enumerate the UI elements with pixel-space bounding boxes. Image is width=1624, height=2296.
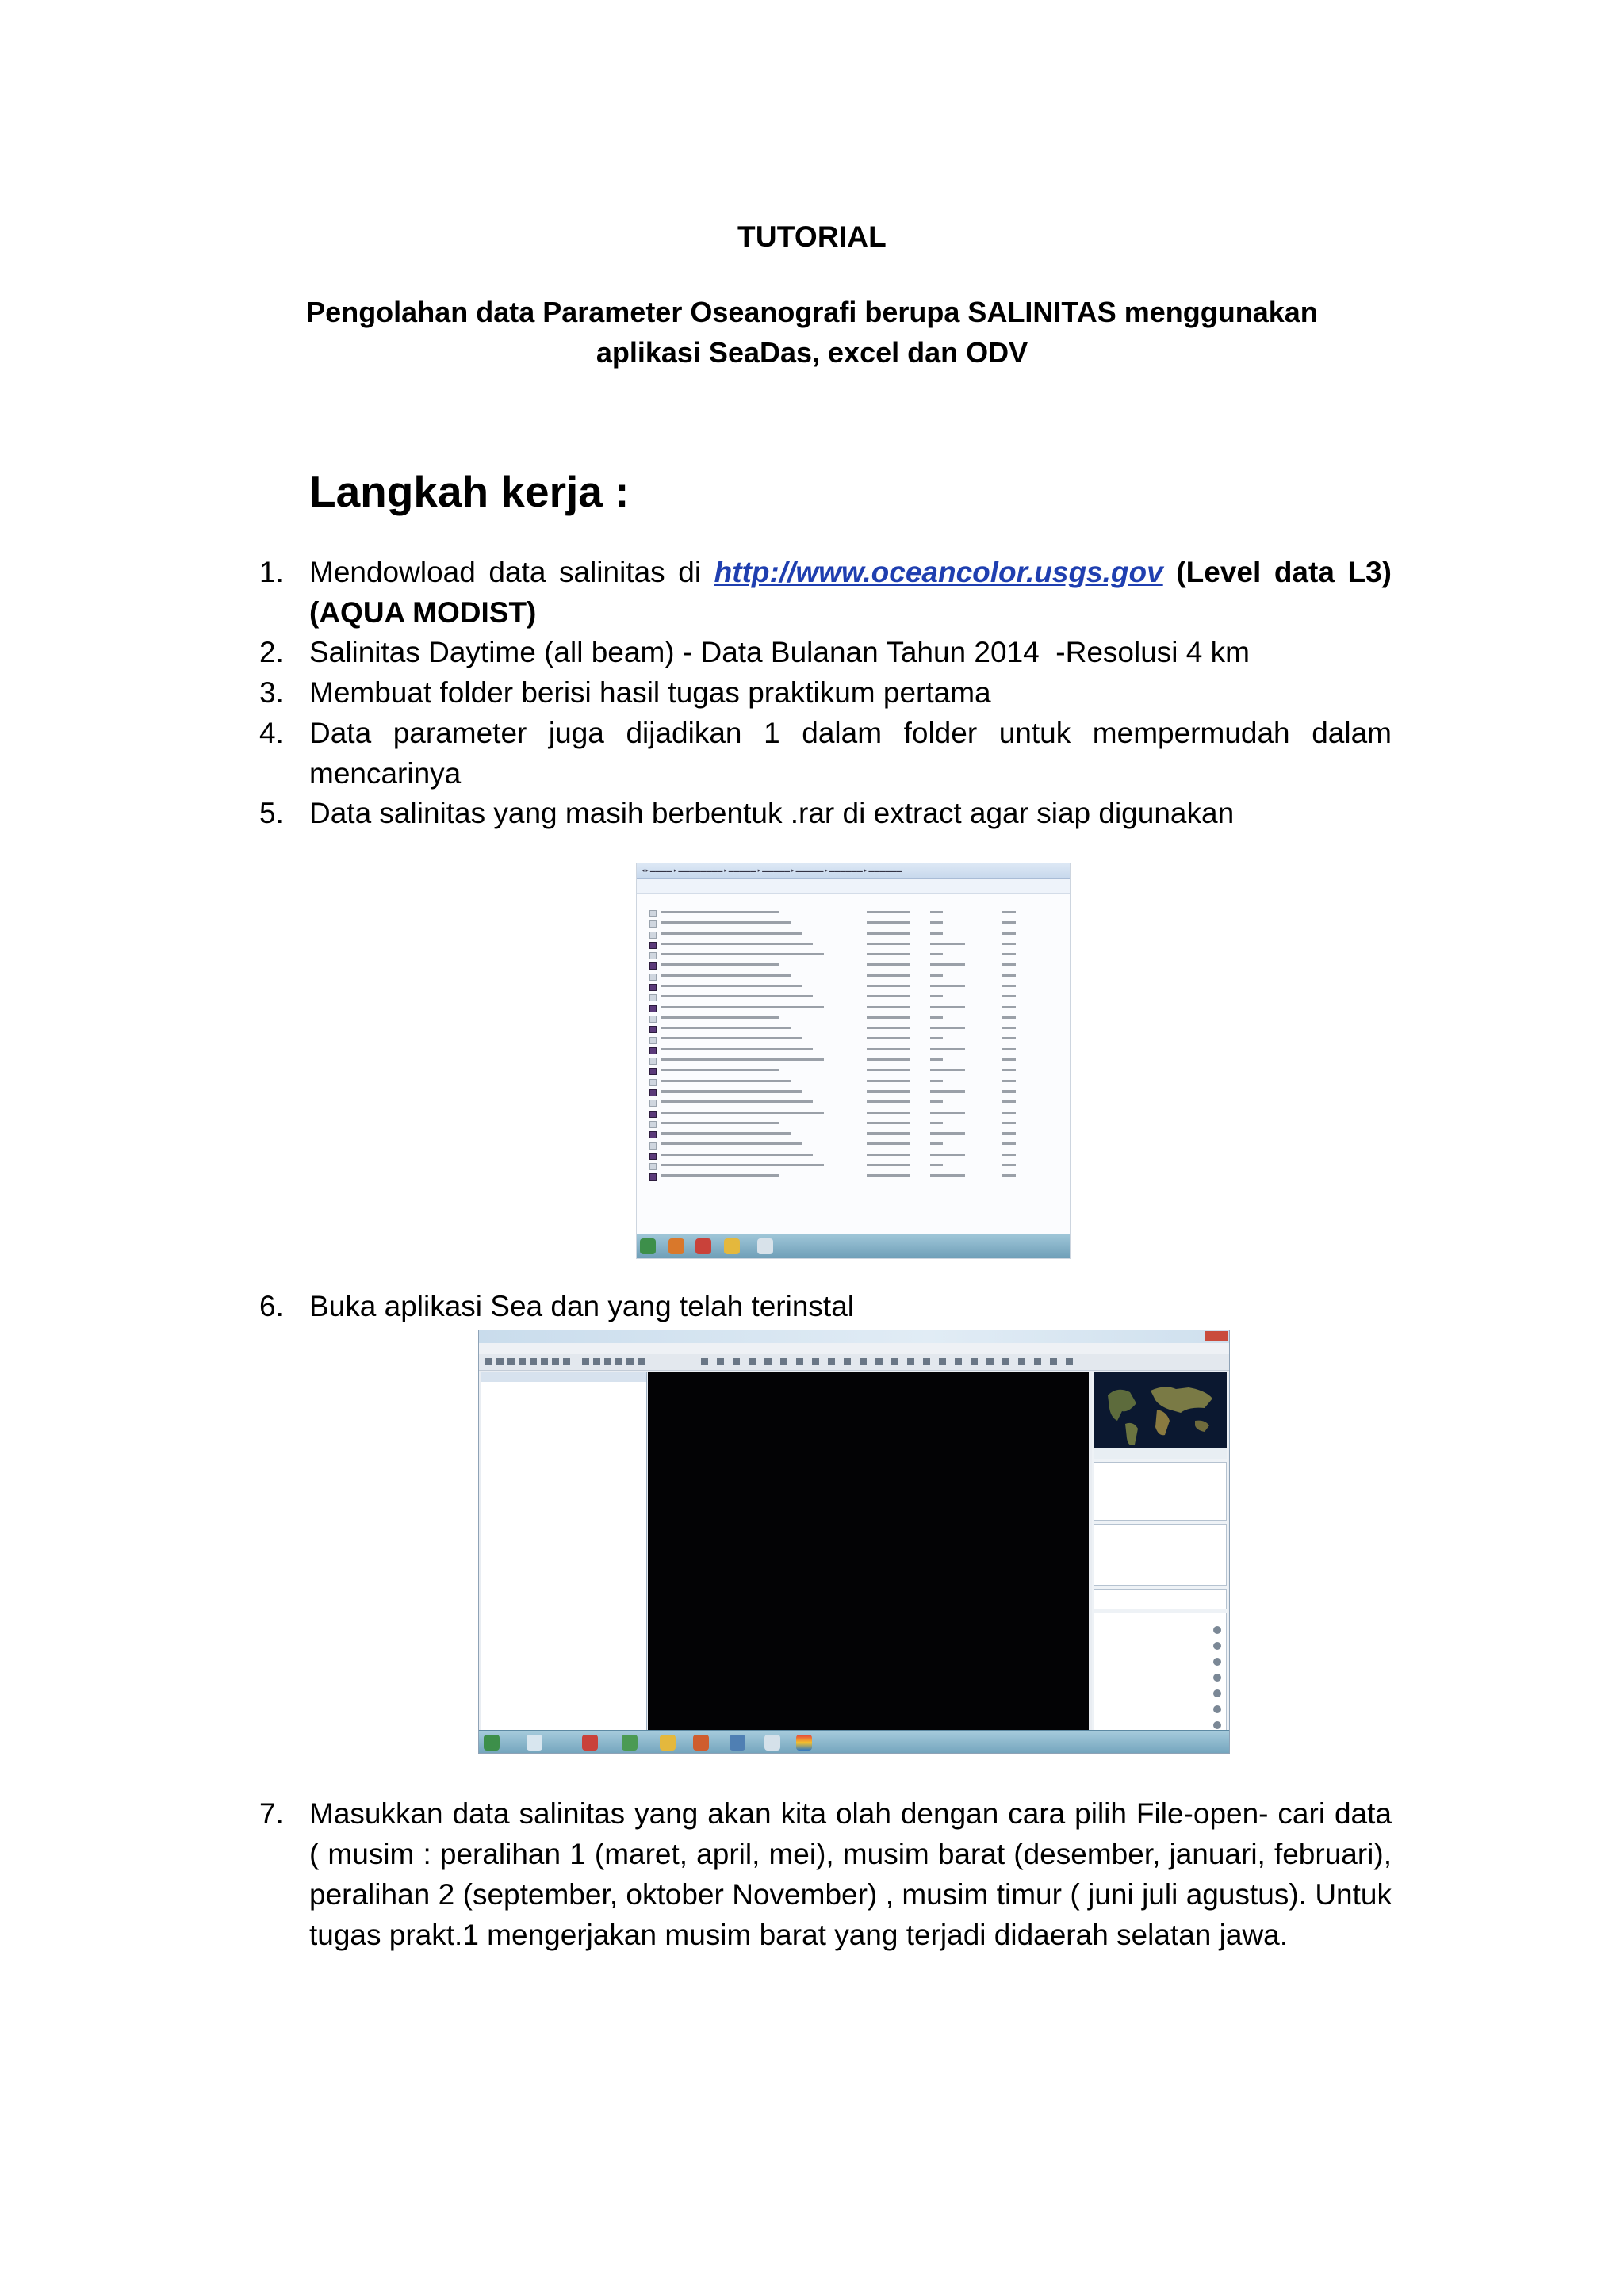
step-number: 5.	[259, 797, 284, 829]
document-subtitle	[238, 292, 1386, 373]
tool-icon	[615, 1358, 622, 1365]
file-cell	[1002, 1013, 1033, 1024]
file-cell	[930, 950, 994, 960]
file-cell	[661, 1035, 867, 1045]
step-6	[259, 1286, 1392, 1326]
tool-icon	[796, 1358, 803, 1365]
file-cell	[867, 1108, 930, 1119]
file-row	[637, 1171, 1070, 1181]
browser-icon	[693, 1735, 709, 1751]
world-view-block	[1094, 1524, 1227, 1586]
tool-icon	[733, 1358, 740, 1365]
file-cell	[867, 1035, 930, 1045]
tool-icon	[891, 1358, 898, 1365]
file-row	[637, 1045, 1070, 1055]
file-cell	[930, 992, 994, 1002]
file-cell	[930, 1129, 994, 1139]
tool-icon	[604, 1358, 611, 1365]
file-cell	[867, 1171, 930, 1181]
file-row	[637, 1129, 1070, 1139]
file-cell	[661, 1013, 867, 1024]
step-7	[259, 1793, 1392, 1955]
step-1	[259, 552, 1392, 633]
media-icon	[582, 1735, 598, 1751]
rar-file-icon	[649, 1153, 657, 1160]
file-icon	[649, 1163, 657, 1170]
file-cell	[1002, 1024, 1033, 1034]
file-row	[637, 1035, 1070, 1045]
tool-icon	[955, 1358, 962, 1365]
file-cell	[867, 908, 930, 918]
file-cell	[661, 1108, 867, 1119]
tool-icon	[812, 1358, 819, 1365]
tool-icon	[496, 1358, 504, 1365]
step-text: Data salinitas yang masih berbentuk .rar di extract agar siap digunakan	[309, 797, 1235, 829]
file-cell	[930, 1087, 994, 1097]
file-cell	[867, 1150, 930, 1161]
file-icon	[649, 1058, 657, 1065]
file-cell	[930, 971, 994, 982]
folder-icon	[660, 1735, 676, 1751]
step-text: Masukkan data salinitas yang akan kita olah dengan cara pilih File-open- cari data ( musim : peralihan 1 (maret, april, mei), musim barat (desember, januari, februari), peralihan 2 (september, oktober November) , musim timur ( juni juli agustus). Untuk tugas prakt.1 mengerjakan musim barat yang terjadi didaerah selatan jawa.	[309, 1797, 1392, 1951]
explorer-file-list	[637, 908, 1070, 1182]
world-map-thumbnail	[1094, 1372, 1227, 1459]
file-icon	[649, 920, 657, 928]
tool-icon	[638, 1358, 645, 1365]
file-icon	[649, 932, 657, 939]
tool-icon	[552, 1358, 559, 1365]
file-cell	[661, 950, 867, 960]
file-cell	[867, 1013, 930, 1024]
file-cell	[867, 929, 930, 939]
file-cell	[661, 918, 867, 928]
file-cell	[1002, 1108, 1033, 1119]
file-cell	[1002, 1119, 1033, 1129]
file-cell	[661, 982, 867, 992]
file-icon	[649, 994, 657, 1001]
explorer-taskbar	[637, 1234, 1070, 1258]
file-row	[637, 960, 1070, 970]
excel-icon	[622, 1735, 638, 1751]
rar-file-icon	[649, 1173, 657, 1181]
file-explorer-screenshot	[636, 863, 1071, 1259]
layer-editor-block	[1094, 1462, 1227, 1521]
file-cell	[930, 1077, 994, 1087]
file-cell	[930, 1161, 994, 1171]
file-cell	[867, 1045, 930, 1055]
tool-icon	[860, 1358, 867, 1365]
pan-icon	[1213, 1721, 1221, 1729]
panel-header	[481, 1372, 646, 1382]
file-cell	[1002, 1035, 1033, 1045]
file-row	[637, 1077, 1070, 1087]
close-icon	[1205, 1331, 1228, 1341]
file-row	[637, 1097, 1070, 1108]
tool-icon	[593, 1358, 600, 1365]
file-cell	[930, 1055, 994, 1066]
file-icon	[649, 1121, 657, 1128]
tool-icon	[1002, 1358, 1009, 1365]
file-cell	[661, 1055, 867, 1066]
step-number: 1.	[259, 556, 284, 588]
tool-icon	[541, 1358, 548, 1365]
zoom-fit-icon	[1213, 1658, 1221, 1666]
file-cell	[867, 1140, 930, 1150]
tool-icon	[701, 1358, 708, 1365]
file-cell	[930, 1024, 994, 1034]
file-cell	[1002, 918, 1033, 928]
file-icon	[649, 1016, 657, 1023]
document-title: TUTORIAL	[737, 220, 887, 253]
subtitle-line-2: aplikasi SeaDas, excel dan ODV	[596, 336, 1028, 369]
zoom-out-icon	[1213, 1642, 1221, 1650]
rar-file-icon	[649, 984, 657, 991]
file-row	[637, 982, 1070, 992]
step-number: 6.	[259, 1290, 284, 1322]
step-text: Buka aplikasi Sea dan yang telah terinstal	[309, 1290, 854, 1322]
subtitle-line-1: Pengolahan data Parameter Oseanografi berupa SALINITAS menggunakan	[306, 296, 1318, 328]
tool-icon	[485, 1358, 492, 1365]
step-4	[259, 713, 1392, 794]
seadas-task-icon	[764, 1735, 780, 1751]
file-icon	[649, 952, 657, 959]
word-icon	[730, 1735, 745, 1751]
file-row	[637, 908, 1070, 918]
file-cell	[867, 1161, 930, 1171]
file-icon	[649, 1079, 657, 1086]
world-map-graphic	[1094, 1372, 1227, 1459]
tool-icon	[764, 1358, 772, 1365]
media-icon	[668, 1238, 684, 1254]
paint-icon	[796, 1735, 812, 1751]
folder-icon	[724, 1238, 740, 1254]
rar-file-icon	[649, 1111, 657, 1118]
file-row	[637, 992, 1070, 1002]
start-icon	[484, 1735, 500, 1751]
file-row	[637, 1003, 1070, 1013]
rar-file-icon	[649, 1089, 657, 1096]
file-icon	[649, 1142, 657, 1150]
file-icon	[649, 1037, 657, 1044]
tool-icon	[939, 1358, 946, 1365]
file-cell	[930, 1108, 994, 1119]
file-cell	[1002, 939, 1033, 950]
file-cell	[1002, 1129, 1033, 1139]
file-cell	[1002, 1045, 1033, 1055]
tool-icon	[1050, 1358, 1057, 1365]
file-cell	[661, 1097, 867, 1108]
file-row	[637, 918, 1070, 928]
file-cell	[867, 1087, 930, 1097]
step-5	[259, 793, 1392, 833]
tool-icon	[717, 1358, 724, 1365]
file-cell	[867, 982, 930, 992]
file-cell	[930, 939, 994, 950]
rar-file-icon	[649, 962, 657, 970]
view-controls-block	[1094, 1589, 1227, 1609]
file-cell	[1002, 1055, 1033, 1066]
file-cell	[930, 960, 994, 970]
rar-file-icon	[649, 942, 657, 949]
file-cell	[661, 929, 867, 939]
step-text	[309, 552, 1392, 633]
file-cell	[867, 971, 930, 982]
file-cell	[930, 1150, 994, 1161]
file-cell	[867, 1055, 930, 1066]
file-row	[637, 971, 1070, 982]
tool-icon	[508, 1358, 515, 1365]
file-cell	[867, 1097, 930, 1108]
file-cell	[930, 929, 994, 939]
file-cell	[867, 1024, 930, 1034]
rar-file-icon	[649, 1047, 657, 1054]
file-row	[637, 1108, 1070, 1119]
file-cell	[661, 908, 867, 918]
file-cell	[930, 1140, 994, 1150]
file-cell	[661, 1066, 867, 1076]
file-cell	[1002, 960, 1033, 970]
seadas-taskbar	[479, 1730, 1229, 1753]
file-cell	[661, 1129, 867, 1139]
tool-icon	[530, 1358, 537, 1365]
file-cell	[1002, 1161, 1033, 1171]
file-cell	[867, 992, 930, 1002]
file-icon	[649, 974, 657, 981]
file-icon	[649, 1100, 657, 1107]
step-number: 2.	[259, 636, 284, 668]
step-number: 3.	[259, 676, 284, 709]
explorer-column-header	[637, 895, 1070, 906]
file-cell	[930, 982, 994, 992]
seadas-menubar	[479, 1343, 1229, 1354]
explorer-address-bar: ◂ ▸ ▬▬▬▬ ▸ ▬▬▬▬▬▬▬▬ ▸ ▬▬▬▬▬ ▸ ▬▬▬▬▬ ▸ ▬▬▬▬▬ ▸ ▬▬▬▬▬▬ ▸ ▬▬▬▬▬▬	[637, 863, 1070, 879]
tool-icon	[844, 1358, 851, 1365]
step-text: Membuat folder berisi hasil tugas praktikum pertama	[309, 676, 991, 709]
file-cell	[1002, 1097, 1033, 1108]
file-cell	[661, 1003, 867, 1013]
step-text-before: Mendowload data salinitas di	[309, 556, 714, 588]
oceancolor-link[interactable]: http://www.oceancolor.usgs.gov	[714, 556, 1163, 588]
file-cell	[1002, 1077, 1033, 1087]
sync-views-icon	[1213, 1689, 1221, 1697]
file-cell	[661, 992, 867, 1002]
right-tool-panel	[1092, 1372, 1228, 1741]
section-heading: Langkah kerja :	[309, 467, 630, 516]
file-cell	[930, 1066, 994, 1076]
explorer-toolbar	[637, 879, 1070, 894]
tool-icon	[986, 1358, 994, 1365]
tool-icon	[971, 1358, 978, 1365]
file-cell	[1002, 1140, 1033, 1150]
file-cell	[930, 1003, 994, 1013]
tool-icon	[875, 1358, 883, 1365]
file-icon	[649, 910, 657, 917]
step-text-after: (Level data L3) (AQUA MODIST)	[309, 556, 1392, 629]
file-cell	[1002, 1003, 1033, 1013]
file-cell	[867, 1066, 930, 1076]
tool-icon	[923, 1358, 930, 1365]
tool-icon	[907, 1358, 914, 1365]
tool-icon	[1034, 1358, 1041, 1365]
file-cell	[661, 1161, 867, 1171]
file-cell	[930, 918, 994, 928]
zoom-in-icon	[1213, 1626, 1221, 1634]
file-cell	[661, 1171, 867, 1181]
start-icon	[640, 1238, 656, 1254]
file-row	[637, 1066, 1070, 1076]
rar-file-icon	[649, 1068, 657, 1075]
file-cell	[661, 1119, 867, 1129]
file-row	[637, 1119, 1070, 1129]
file-row	[637, 1150, 1070, 1161]
tool-icon	[519, 1358, 526, 1365]
file-cell	[930, 1119, 994, 1129]
rar-file-icon	[649, 1026, 657, 1033]
step-number: 7.	[259, 1797, 284, 1830]
file-row	[637, 1024, 1070, 1034]
file-cell	[1002, 1150, 1033, 1161]
file-cell	[930, 1035, 994, 1045]
file-cell	[867, 960, 930, 970]
file-row	[637, 950, 1070, 960]
tool-icon	[563, 1358, 570, 1365]
file-cell	[661, 1087, 867, 1097]
file-cell	[1002, 929, 1033, 939]
file-cell	[661, 960, 867, 970]
tool-icon	[582, 1358, 589, 1365]
file-cell	[867, 1003, 930, 1013]
file-cell	[661, 1140, 867, 1150]
product-explorer-panel	[481, 1372, 647, 1732]
image-canvas	[648, 1372, 1089, 1741]
navigation-block	[1094, 1613, 1227, 1741]
rar-file-icon	[649, 1005, 657, 1012]
file-cell	[867, 918, 930, 928]
file-cell	[867, 1129, 930, 1139]
tool-icon	[1018, 1358, 1025, 1365]
file-row	[637, 1013, 1070, 1024]
file-cell	[867, 939, 930, 950]
file-cell	[867, 950, 930, 960]
browser-icon	[695, 1238, 711, 1254]
step-number: 4.	[259, 717, 284, 749]
file-cell	[661, 971, 867, 982]
file-cell	[930, 1097, 994, 1108]
file-row	[637, 1087, 1070, 1097]
file-cell	[1002, 950, 1033, 960]
file-cell	[930, 1013, 994, 1024]
file-cell	[1002, 908, 1033, 918]
tool-icon	[1066, 1358, 1073, 1365]
file-cell	[1002, 1171, 1033, 1181]
step-3	[259, 672, 1392, 713]
sync-cursor-icon	[1213, 1705, 1221, 1713]
file-cell	[661, 1150, 867, 1161]
file-cell	[930, 1045, 994, 1055]
file-cell	[1002, 982, 1033, 992]
seadas-toolbar	[479, 1354, 1229, 1371]
file-cell	[1002, 992, 1033, 1002]
file-cell	[1002, 1087, 1033, 1097]
explorer-icon	[527, 1735, 542, 1751]
step-text: Salinitas Daytime (all beam) - Data Bulanan Tahun 2014 -Resolusi 4 km	[309, 636, 1250, 668]
file-row	[637, 1161, 1070, 1171]
tool-icon	[749, 1358, 756, 1365]
step-2	[259, 632, 1392, 672]
file-cell	[661, 939, 867, 950]
seadas-screenshot	[478, 1330, 1230, 1754]
file-cell	[930, 1171, 994, 1181]
seadas-titlebar	[479, 1330, 1229, 1343]
tool-icon	[780, 1358, 787, 1365]
file-cell	[661, 1045, 867, 1055]
rar-file-icon	[649, 1131, 657, 1138]
file-cell	[661, 1077, 867, 1087]
file-cell	[1002, 1066, 1033, 1076]
file-row	[637, 929, 1070, 939]
file-cell	[661, 1024, 867, 1034]
file-row	[637, 1055, 1070, 1066]
file-row	[637, 1140, 1070, 1150]
file-row	[637, 939, 1070, 950]
file-cell	[930, 908, 994, 918]
file-cell	[867, 1077, 930, 1087]
tool-icon	[626, 1358, 634, 1365]
window-icon	[757, 1238, 773, 1254]
tool-icon	[828, 1358, 835, 1365]
file-cell	[1002, 971, 1033, 982]
step-text: Data parameter juga dijadikan 1 dalam folder untuk mempermudah dalam mencarinya	[309, 717, 1392, 790]
zoom-all-icon	[1213, 1674, 1221, 1682]
file-cell	[867, 1119, 930, 1129]
